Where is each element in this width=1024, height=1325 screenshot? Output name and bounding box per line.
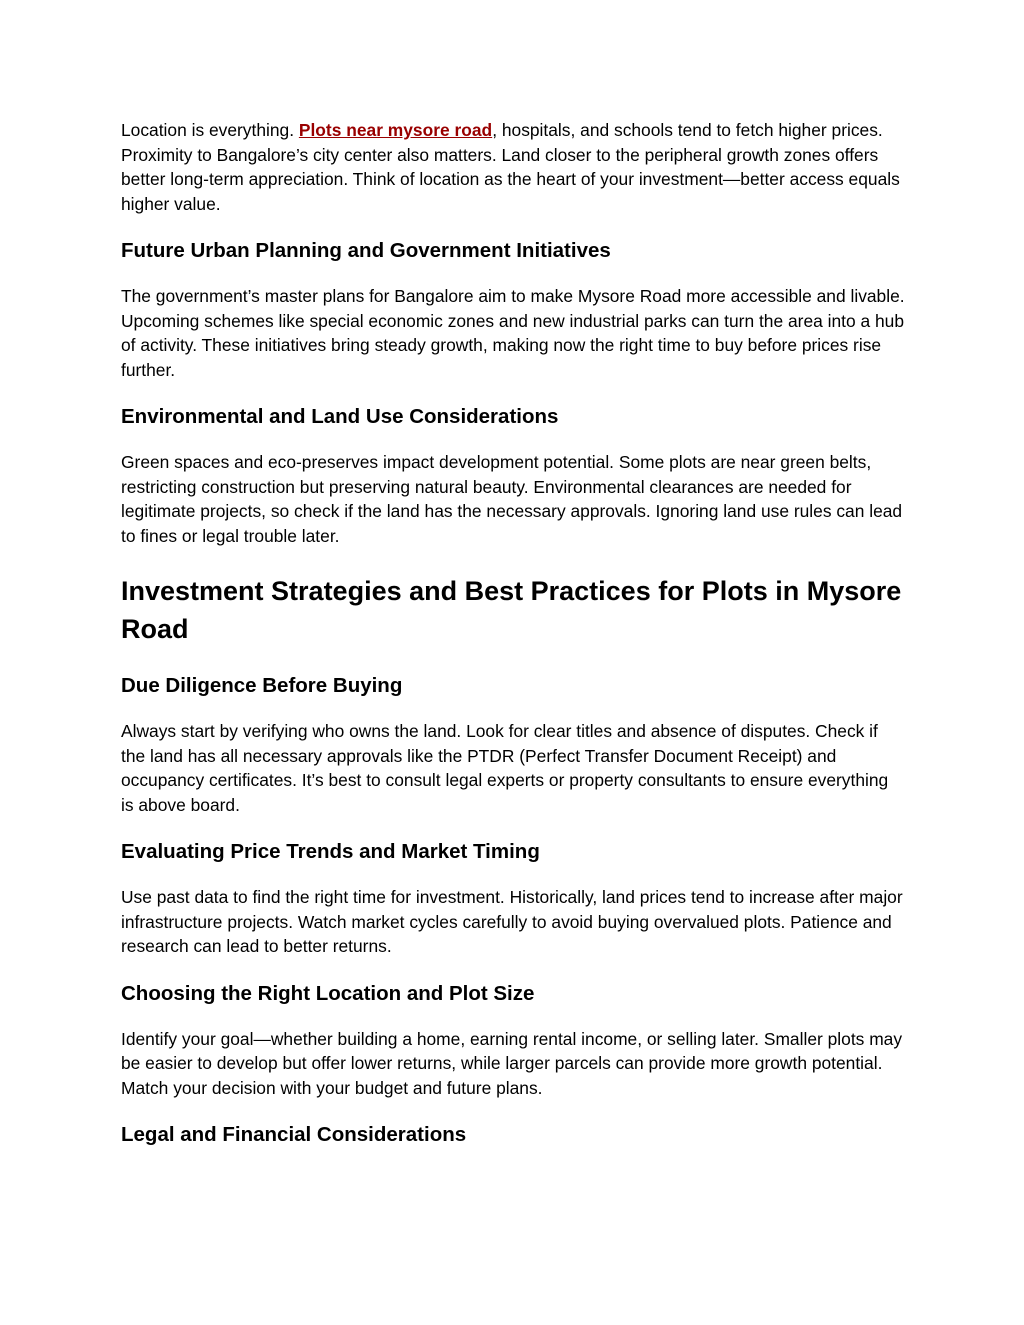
environmental-paragraph: Green spaces and eco-preserves impact development potential. Some plots are near green belts, restricting construction but preserving natural beauty. Environmental clearances are needed for legitimate projects, so check if the land has the necessary approvals. Ignoring land use rules can lead to fines or legal trouble later. [121, 452, 903, 546]
price-trends-heading: Evaluating Price Trends and Market Timing [121, 840, 540, 863]
price-trends-paragraph: Use past data to find the right time for investment. Historically, land prices tend to increase after major infrastructure projects. Watch market cycles carefully to avoid buying overvalued plots. Patience and research can lead to better returns. [121, 887, 903, 956]
location-paragraph [121, 118, 905, 216]
location-size-paragraph: Identify your goal—whether building a home, earning rental income, or selling later. Smaller plots may be easier to develop but offer lower returns, while larger parcels can provide more growth potential. Match your decision with your budget and future plans. [121, 1028, 903, 1098]
environmental-heading: Environmental and Land Use Considerations [121, 405, 559, 428]
due-diligence-heading: Due Diligence Before Buying [121, 674, 403, 697]
due-diligence-paragraph: Always start by verifying who owns the land. Look for clear titles and absence of disputes. Check if the land has all necessary approvals like the PTDR (Perfect Transfer Document Receipt) and occupancy certificates. It’s best to consult legal experts or property consultants to ensure everything is above board. [121, 721, 889, 815]
document-page [121, 118, 905, 1148]
location-paragraph-rest: , hospitals, and schools tend to fetch higher prices. Proximity to Bangalore’s city center also matters. Land closer to the peripheral growth zones offers better long-term appreciation. Think of location as the heart of your investment—better access equals higher value. [121, 120, 900, 214]
location-paragraph-intro: Location is everything. [121, 120, 299, 140]
plots-near-mysore-road-link[interactable]: Plots near mysore road [298, 120, 493, 140]
future-planning-paragraph: The government’s master plans for Bangalore aim to make Mysore Road more accessible and livable. Upcoming schemes like special economic zones and new industrial parks can turn the area into a hub of activity. These initiatives bring steady growth, making now the right time to buy before prices rise further. [121, 286, 905, 380]
future-planning-heading: Future Urban Planning and Government Initiatives [121, 239, 611, 262]
investment-strategies-heading: Investment Strategies and Best Practices for Plots in Mysore Road [121, 576, 902, 644]
location-size-heading: Choosing the Right Location and Plot Size [121, 981, 535, 1005]
legal-financial-heading: Legal and Financial Considerations [121, 1123, 467, 1146]
